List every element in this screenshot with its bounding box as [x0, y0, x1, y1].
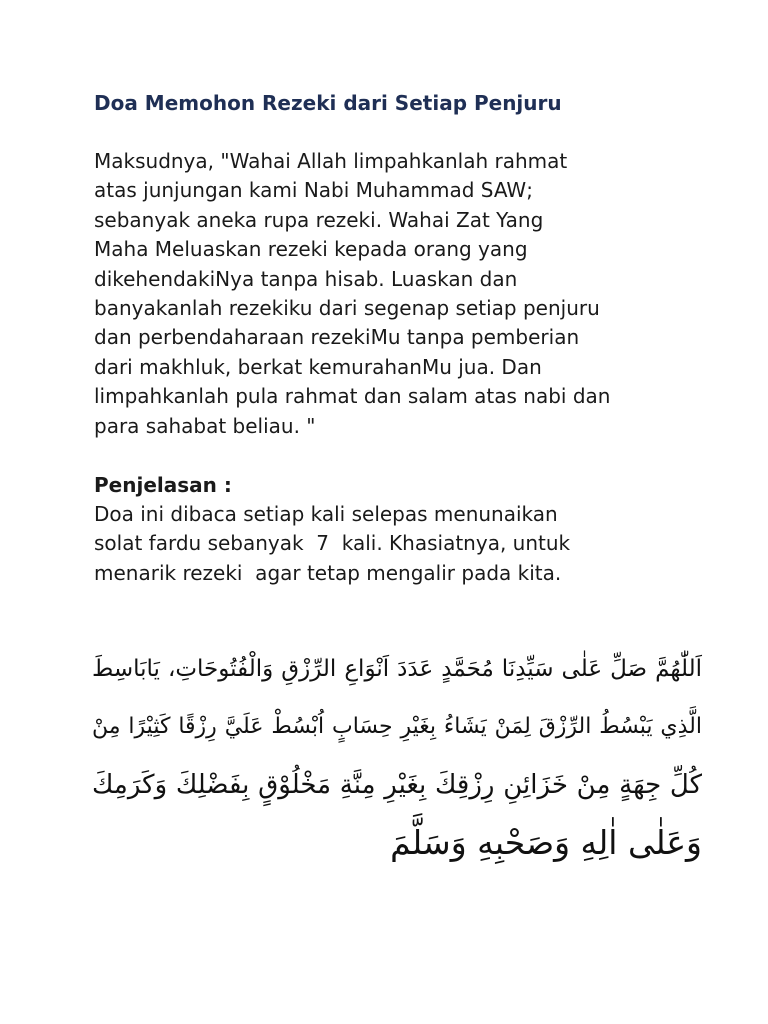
translation-line: para sahabat beliau. " [94, 413, 316, 438]
explanation-line: Doa ini dibaca setiap kali selepas menunaikan [94, 502, 558, 526]
arabic-line: كُلِّ جِهَةٍ مِنْ خَزَائِنِ رِزْقِكَ بِغَيْرِ مِنَّةِ مَخْلُوْقٍ بِفَضْلِكَ وَكَرَمِكَ [92, 770, 702, 800]
translation-line: Maha Meluaskan rezeki kepada orang yang [94, 237, 528, 262]
translation-line: atas junjungan kami Nabi Muhammad SAW; [94, 178, 533, 203]
arabic-line: وَعَلٰى اٰلِهِ وَصَحْبِهِ وَسَلَّمَ [390, 823, 702, 862]
arabic-line: الَّذِي يَبْسُطُ الرِّزْقَ لِمَنْ يَشَاءُ بِغَيْرِ حِسَابٍ اُبْسُطْ عَلَيَّ رِزْقًا كَثِيْرًا مِنْ [92, 714, 702, 739]
explanation-paragraph [94, 500, 734, 588]
translation-line: dari makhluk, berkat kemurahanMu jua. Dan [94, 354, 542, 379]
translation-line: Maksudnya, "Wahai Allah limpahkanlah rahmat [94, 149, 568, 173]
translation-line: limpahkanlah pula rahmat dan salam atas nabi dan [94, 384, 611, 409]
translation-line: sebanyak aneka rupa rezeki. Wahai Zat Yang [94, 207, 544, 232]
arabic-prayer-text [92, 640, 702, 880]
arabic-line: اَللّٰهُمَّ صَلِّ عَلٰى سَيِّدِنَا مُحَمَّدٍ عَدَدَ اَنْوَاعِ الرِّزْقِ وَالْفُتُوحَاتِ، يَابَاسِطَ [92, 656, 702, 682]
explanation-heading: Penjelasan : [94, 473, 232, 497]
translation-line: banyakanlah rezekiku dari segenap setiap penjuru [94, 296, 600, 321]
explanation-line: menarik rezeki agar tetap mengalir pada kita. [94, 560, 562, 585]
translation-paragraph [94, 147, 734, 441]
document-title: Doa Memohon Rezeki dari Setiap Penjuru [94, 91, 562, 115]
translation-line: dan perbendaharaan rezekiMu tanpa pemberian [94, 325, 580, 350]
explanation-line: solat fardu sebanyak 7 kali. Khasiatnya, untuk [94, 531, 571, 556]
translation-line: dikehendakiNya tanpa hisab. Luaskan dan [94, 266, 518, 291]
